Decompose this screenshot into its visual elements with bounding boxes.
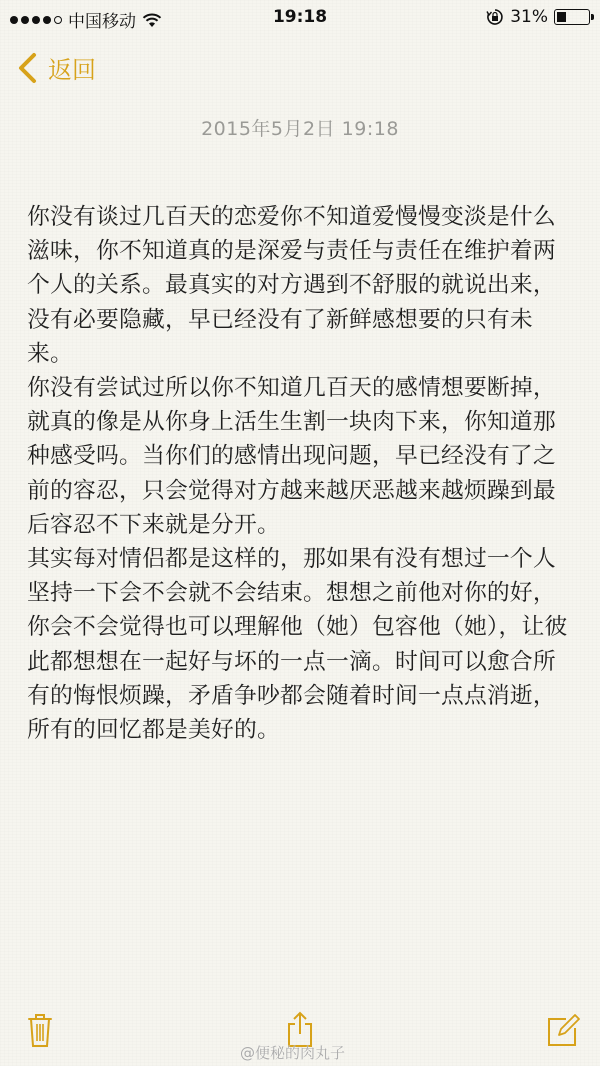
back-label: 返回 [48,56,96,84]
note-date: 2015年5月2日 19:18 [201,118,399,140]
battery-icon [554,9,590,25]
status-bar [0,0,600,34]
carrier-name: 中国移动 [68,12,136,32]
trash-icon[interactable] [27,1012,53,1048]
compose-icon[interactable] [546,1014,580,1048]
note-paragraph: 你没有尝试过所以你不知道几百天的感情想要断掉，就真的像是从你身上活生生割一块肉下来，你知道那种感受吗。当你们的感情出现问题，早已经没有了之前的容忍，只会觉得对方越来越厌恶越来越烦躁到最后容忍不下来就是分开。 [27,375,556,538]
status-right [486,7,590,27]
note-paragraph: 你没有谈过几百天的恋爱你不知道爱慢慢变淡是什么滋味，你不知道真的是深爱与责任与责任在维护着两个人的关系。最真实的对方遇到不舒服的就说出来，没有必要隐藏，早已经没有了新鲜感想要的只有未来。 [27,204,556,367]
clock: 19:18 [272,7,328,27]
back-button[interactable] [16,50,96,85]
battery-percentage: 31% [510,7,548,27]
chevron-left-icon [16,52,38,84]
rotation-lock-icon [486,8,504,26]
watermark: @便秘的肉丸子 [240,1044,346,1062]
note-paragraph: 其实每对情侣都是这样的，那如果有没有想过一个人坚持一下会不会就不会结束。想想之前他对你的好，你会不会觉得也可以理解他（她）包容他（她），让彼此都想想在一起好与坏的一点一滴。时间可以愈合所有的悔恨烦躁，矛盾争吵都会随着时间一点点消逝，所有的回忆都是美好的。 [27,546,568,744]
note-body[interactable] [27,200,577,747]
